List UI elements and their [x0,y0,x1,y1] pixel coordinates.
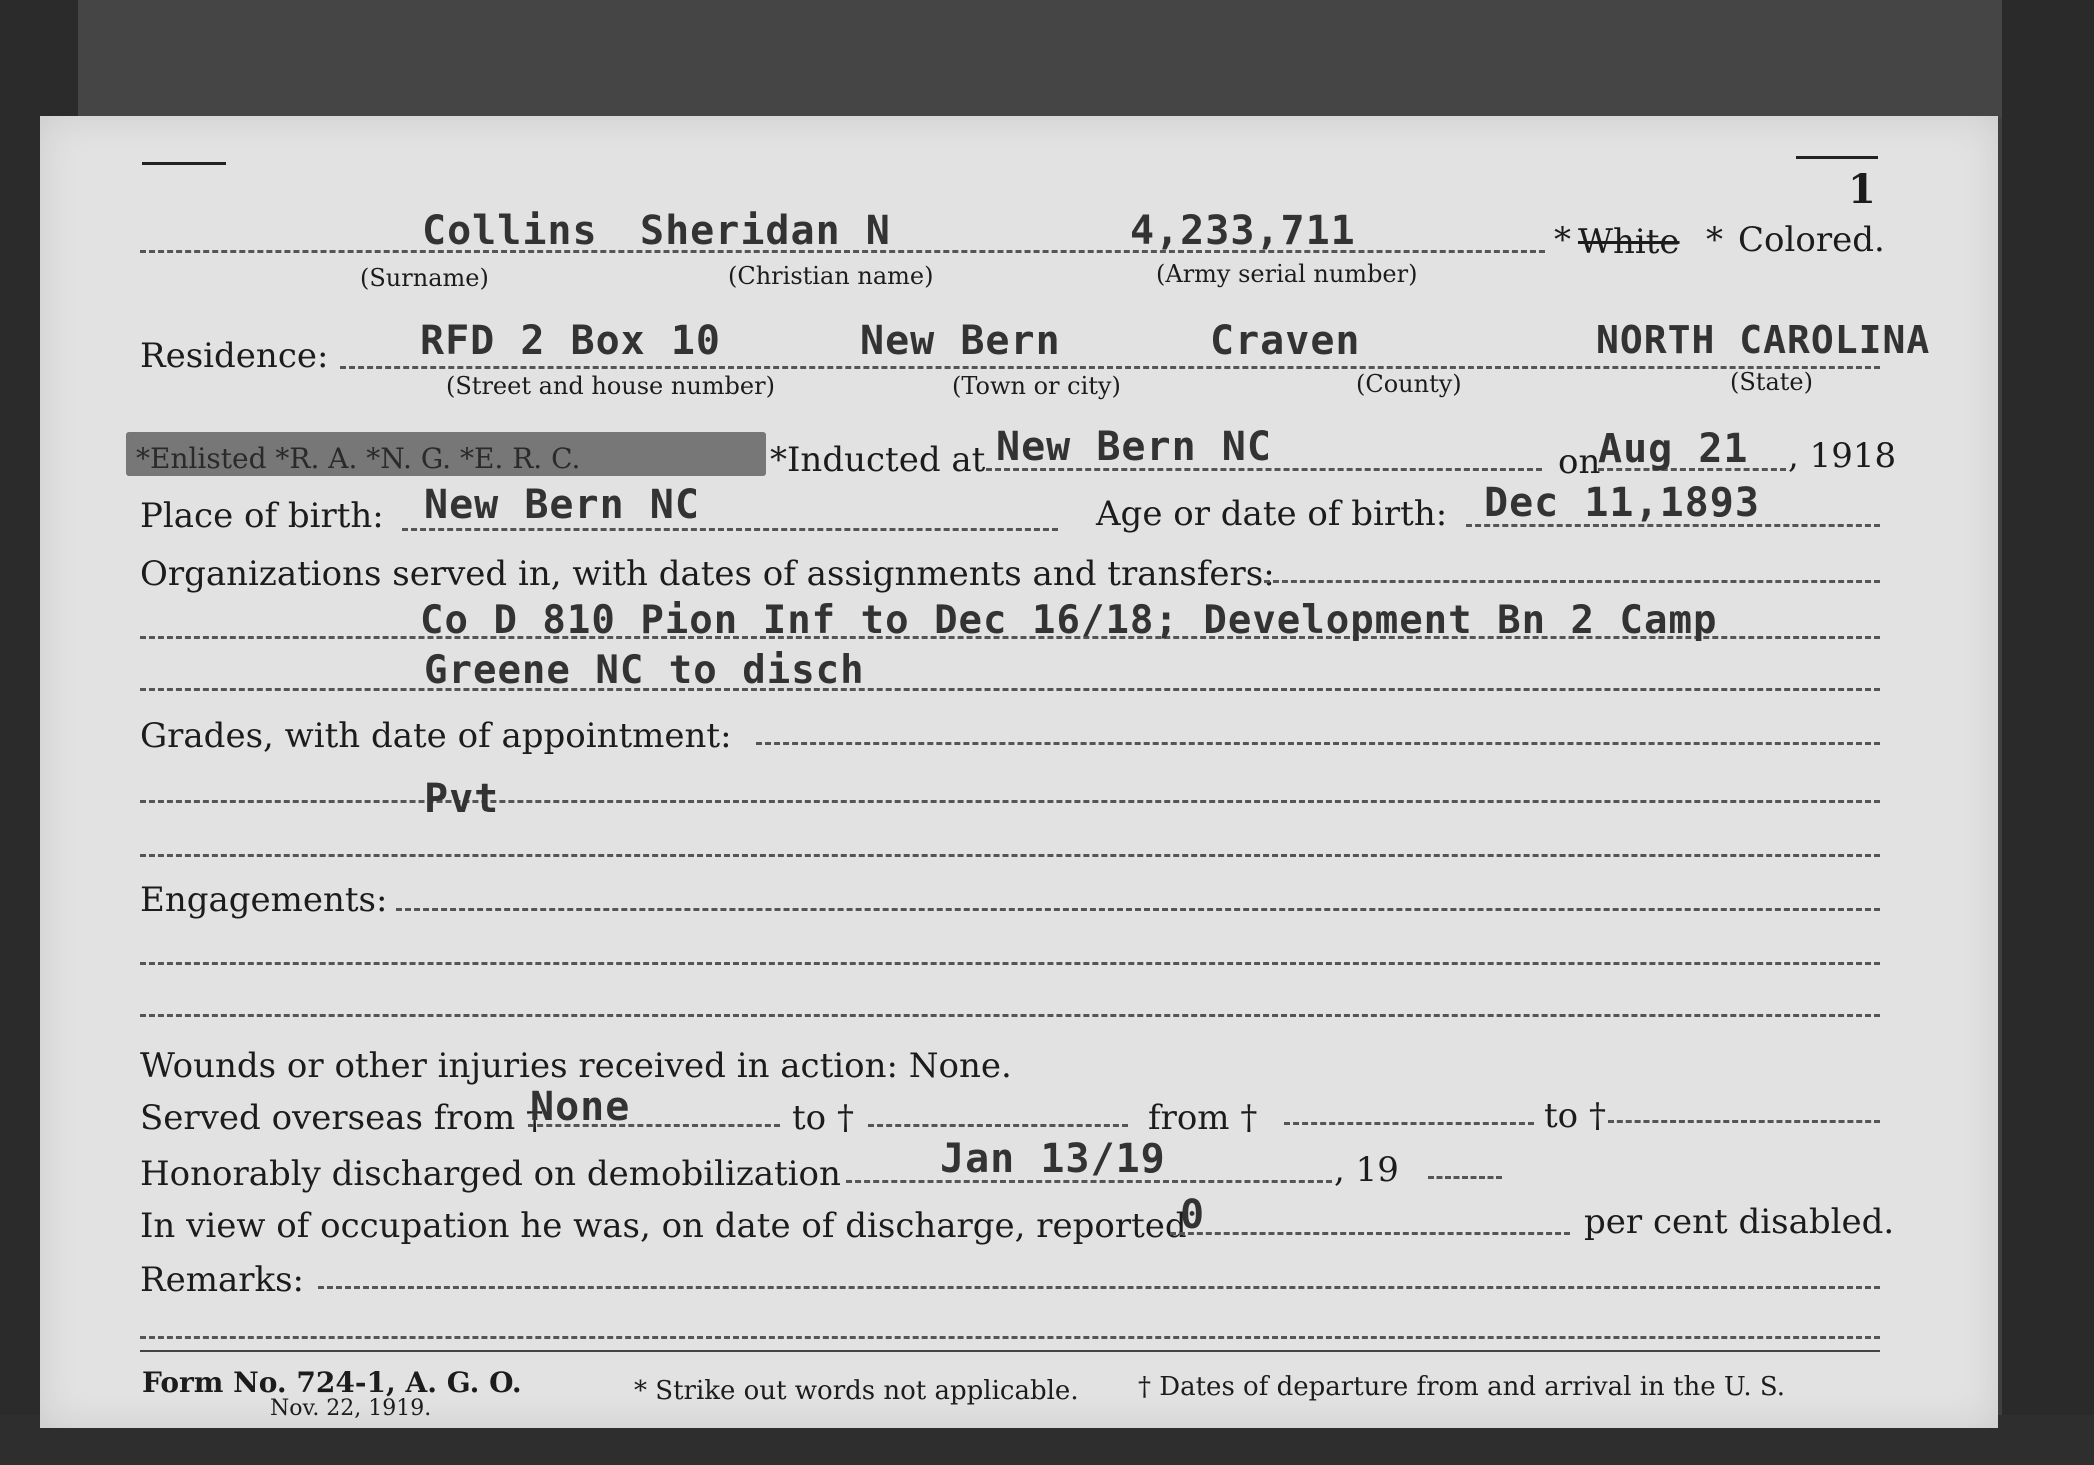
overseas-to-underline [868,1124,1128,1127]
place-of-birth-label: Place of birth: [140,496,384,536]
place-of-birth-value: New Bern NC [424,482,700,528]
residence-town: New Bern [860,318,1061,364]
remarks-underline-0 [318,1286,1880,1289]
remarks-underline-1 [140,1336,1880,1339]
discharge-year-underline [1428,1176,1502,1179]
state-caption: (State) [1730,368,1813,396]
residence-label: Residence: [140,336,329,376]
card-number: 1 [1848,166,1876,213]
grades-underline-0 [756,742,1880,745]
grades-underline-2 [140,854,1880,857]
disability-underline [1170,1232,1570,1235]
serial-number-value: 4,233,711 [1130,208,1356,254]
disability-label: In view of occupation he was, on date of discharge, reported [140,1206,1187,1246]
overseas-from2-underline [1284,1122,1534,1125]
engagements-underline-0 [396,908,1880,911]
organizations-line1: Co D 810 Pion Inf to Dec 16/18; Development Bn 2 Camp [420,598,1718,643]
date-of-birth-label: Age or date of birth: [1096,494,1448,534]
residence-state: NORTH CAROLINA [1596,318,1931,362]
top-left-rule [142,162,226,165]
organizations-underline-0 [1264,580,1880,583]
engagements-label: Engagements: [140,880,388,920]
form-date: Nov. 22, 1919. [270,1396,432,1421]
organizations-label: Organizations served in, with dates of assignments and transfers: [140,554,1275,594]
film-border-right [2002,0,2094,1465]
inducted-place: New Bern NC [996,424,1272,470]
grade-value: Pvt [424,776,500,822]
enlistment-stamp-text: *Enlisted *R. A. *N. G. *E. R. C. [136,442,581,475]
remarks-label: Remarks: [140,1260,304,1300]
overseas-from2-label: from † [1148,1098,1258,1138]
residence-underline [340,366,1880,369]
grades-label: Grades, with date of appointment: [140,716,732,756]
asterisk-colored: * [1706,220,1723,260]
christian-name-caption: (Christian name) [728,262,934,290]
film-border-top [0,0,2094,118]
discharge-label: Honorably discharged on demobilization [140,1154,841,1194]
engagements-underline-1 [140,962,1880,965]
footer-rule [140,1350,1880,1352]
served-overseas-label: Served overseas from † [140,1098,544,1138]
residence-street: RFD 2 Box 10 [420,318,721,364]
wounds-label: Wounds or other injuries received in action: None. [140,1046,1012,1086]
christian-name-value: Sheridan N [640,208,891,254]
date-of-birth-value: Dec 11,1893 [1484,480,1760,526]
residence-county: Craven [1210,318,1361,364]
county-caption: (County) [1356,370,1462,398]
street-caption: (Street and house number) [446,372,775,400]
footnote-dates: † Dates of departure from and arrival in the U. S. [1138,1372,1786,1402]
race-white-struck: White [1578,222,1680,262]
form-number: Form No. 724-1, A. G. O. [142,1366,522,1399]
disability-value: 0 [1180,1192,1206,1238]
surname-caption: (Surname) [360,264,489,292]
serial-number-caption: (Army serial number) [1156,260,1418,288]
town-caption: (Town or city) [952,372,1121,400]
footnote-strike-out: * Strike out words not applicable. [634,1376,1079,1406]
overseas-to-label: to † [792,1098,854,1138]
discharge-year-label: , 19 [1334,1150,1399,1190]
inducted-label: *Inducted at [770,440,986,480]
overseas-to2-underline [1608,1120,1880,1123]
surname-value: Collins [422,208,598,254]
organizations-underline-2 [140,688,1880,691]
overseas-from-value: None [530,1084,631,1130]
discharge-date: Jan 13/19 [940,1136,1166,1182]
organizations-line2: Greene NC to disch [424,648,865,693]
place-of-birth-underline [402,528,1058,531]
card-number-rule [1796,156,1878,159]
inducted-date: Aug 21 [1598,426,1749,472]
overseas-to2-label: to † [1544,1096,1606,1136]
race-colored: Colored. [1738,220,1885,260]
asterisk-white: * [1554,220,1571,260]
on-label: on [1558,442,1601,482]
disability-suffix: per cent disabled. [1584,1202,1895,1242]
engagements-underline-2 [140,1014,1880,1017]
inducted-year: , 1918 [1788,436,1897,476]
grades-underline-1 [140,800,1880,803]
